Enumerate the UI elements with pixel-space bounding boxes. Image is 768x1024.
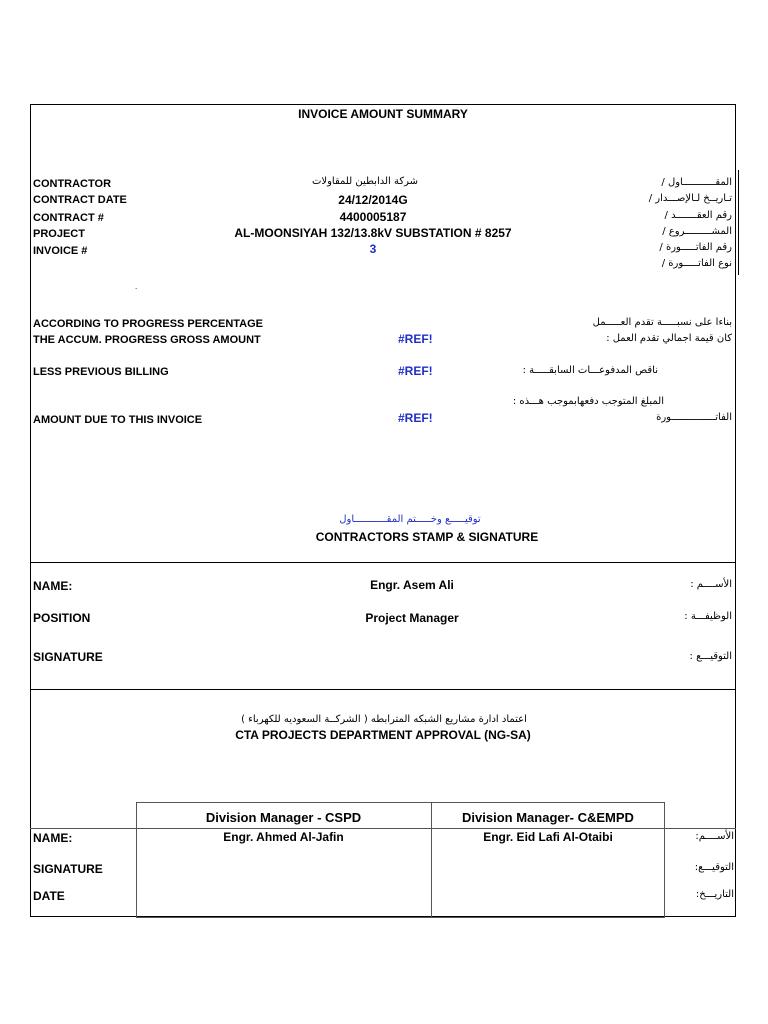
gross-label: THE ACCUM. PROGRESS GROSS AMOUNT (33, 334, 261, 346)
col2-header: Division Manager- C&EMPD (462, 810, 634, 825)
contract-date-value: 24/12/2014G (338, 193, 408, 207)
amount-due-value: #REF! (398, 411, 433, 425)
name-value: Engr. Asem Ali (370, 578, 454, 592)
contractor-ar: المقـــــــــــاول / (661, 177, 732, 188)
gross-value: #REF! (398, 332, 433, 346)
name-label: NAME: (33, 579, 73, 593)
name-ar: الأســــم : (690, 579, 732, 590)
invoice-ar: رقم الفاتـــــورة / (659, 242, 732, 253)
mgr-name-label: NAME: (33, 831, 73, 845)
mgr-name-ar: الأســــم: (695, 831, 734, 842)
contract-date-ar: تـاريــخ لـالإصـــدار / (648, 193, 732, 204)
mgr-signature-label: SIGNATURE (33, 862, 103, 876)
mgr-date-label: DATE (33, 889, 65, 903)
amount-due-ar-2: الفاتـــــــــــــــورة (656, 412, 732, 423)
project-label: PROJECT (33, 228, 85, 240)
contract-no-label: CONTRACT # (33, 212, 104, 224)
progress-ar: بناءا على نسبـــــة تقدم العـــــمل (592, 317, 732, 328)
table-header-divider (30, 828, 736, 829)
contract-no-ar: رقم العقـــــــد / (664, 210, 732, 221)
progress-label: ACCORDING TO PROGRESS PERCENTAGE (33, 318, 264, 330)
approval-ar: اعتماد ادارة مشاريع الشبكه المترابطه ( الشركــة السعوديه للكهرباء ) (241, 714, 527, 725)
right-bracket-line (738, 170, 739, 275)
approval-en: CTA PROJECTS DEPARTMENT APPROVAL (NG-SA) (235, 728, 531, 742)
previous-billing-ar: ناقص المدفوعـــات السابقـــــة : (522, 365, 658, 376)
previous-billing-value: #REF! (398, 364, 433, 378)
section-divider (30, 689, 736, 690)
project-value: AL-MOONSIYAH 132/13.8kV SUBSTATION # 8257 (234, 226, 512, 240)
position-label: POSITION (33, 611, 91, 625)
invoice-label: INVOICE # (33, 245, 88, 257)
amount-due-label: AMOUNT DUE TO THIS INVOICE (33, 414, 203, 426)
position-value: Project Manager (365, 611, 459, 625)
mgr-date-ar: التاريـــخ: (695, 889, 734, 900)
project-ar: المشـــــــــروع / (662, 226, 732, 237)
contractor-label: CONTRACTOR (33, 178, 112, 190)
contract-no-value: 4400005187 (339, 210, 407, 224)
contract-date-label: CONTRACT DATE (33, 194, 127, 206)
signature-label: SIGNATURE (33, 650, 103, 664)
mgr-signature-ar: التوقيـــع: (694, 862, 734, 873)
stamp-ar: توقيـــــع وخـــــتم المقـــــــــــاول (339, 514, 481, 525)
col1-name: Engr. Ahmed Al-Jafin (223, 830, 344, 844)
amount-due-ar-1: المبلغ المتوجب دفعهابموجب هـــذه : (512, 396, 664, 407)
invoice-value: 3 (369, 242, 377, 256)
position-ar: الوظيفـــة : (684, 611, 732, 622)
section-divider (30, 562, 736, 563)
invoice-type-ar: نوع الفاتـــــورة / (661, 258, 732, 269)
previous-billing-label: LESS PREVIOUS BILLING (33, 366, 169, 378)
page-title: INVOICE AMOUNT SUMMARY (298, 107, 468, 121)
col1-header: Division Manager - CSPD (205, 810, 362, 825)
stray-dot: . (135, 282, 138, 291)
col2-name: Engr. Eid Lafi Al-Otaibi (483, 830, 613, 844)
stamp-en: CONTRACTORS STAMP & SIGNATURE (315, 530, 539, 544)
contractor-value: شركة الدابطين للمقاولات (311, 176, 419, 187)
signature-ar: التوقيـــع : (689, 651, 732, 662)
gross-ar: كان قيمة اجمالي تقدم العمل : (606, 333, 732, 344)
